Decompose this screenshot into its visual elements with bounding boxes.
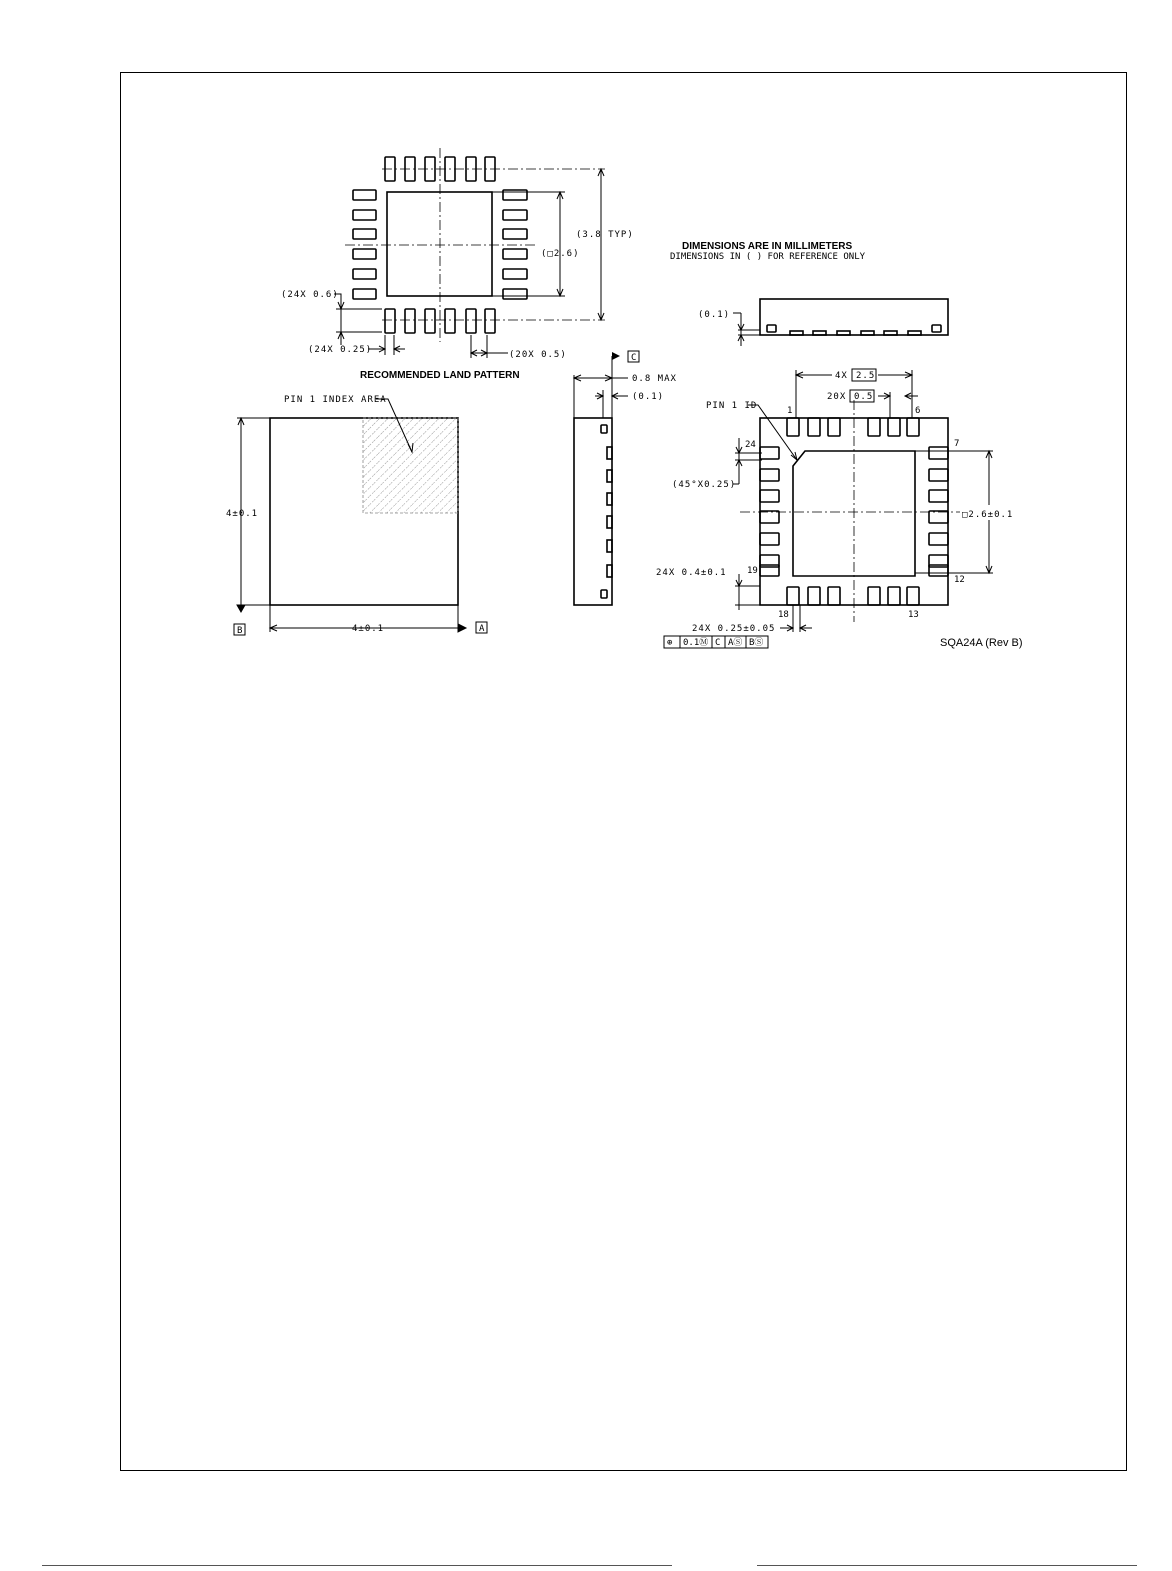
land-pad [466, 309, 476, 333]
land-pad [425, 309, 435, 333]
bottom-lead [828, 587, 840, 605]
side-dim-max: 0.8 MAX [632, 374, 677, 384]
land-pad [353, 269, 376, 279]
pin1-id-label: PIN 1 ID [706, 401, 758, 411]
bottom-lead [929, 490, 948, 502]
top-dim-width: 4±0.1 [352, 624, 385, 634]
side-lead [607, 516, 612, 528]
side-leads [601, 425, 612, 598]
bottom-lead [929, 469, 948, 481]
side-lead [607, 493, 612, 505]
land-pad [503, 249, 527, 259]
pin-7-label: 7 [954, 439, 960, 449]
side-lead [601, 425, 607, 433]
land-pad [353, 190, 376, 200]
pin-12-label: 12 [954, 575, 965, 585]
pin-18-label: 18 [778, 610, 789, 620]
end-dim-standoff: (0.1) [698, 310, 731, 320]
lead-width-label: 24X 0.25±0.05 [692, 624, 776, 634]
side-dim-standoff: (0.1) [632, 392, 665, 402]
land-pad [445, 309, 455, 333]
datum-b: B [237, 626, 243, 636]
side-lead [607, 447, 612, 459]
land-dim-pad-width: (24X 0.25) [308, 345, 373, 355]
land-pattern-title: RECOMMENDED LAND PATTERN [360, 370, 520, 381]
end-lead [813, 331, 826, 335]
land-pad [503, 229, 527, 239]
end-lead [837, 331, 850, 335]
drawing-id: SQA24A (Rev B) [940, 637, 1023, 649]
bottom-lead [787, 587, 799, 605]
land-pad [485, 309, 495, 333]
end-leads [767, 325, 941, 335]
land-pad [503, 289, 527, 299]
side-lead [607, 470, 612, 482]
land-right-pads [503, 190, 527, 299]
end-view-body [760, 299, 948, 335]
fcf-datum-a: AⓈ [728, 638, 743, 648]
bottom-view [656, 369, 1013, 648]
bottom-lead [929, 533, 948, 545]
land-pad [353, 249, 376, 259]
bottom-lead [760, 447, 779, 459]
bottom-lead [907, 418, 919, 436]
pin1-area-label: PIN 1 INDEX AREA [284, 395, 387, 405]
bottom-lead [828, 418, 840, 436]
end-view [698, 299, 948, 346]
bottom-lead [868, 418, 880, 436]
land-dim-typ: (3.8 TYP) [576, 230, 634, 240]
land-pad [405, 309, 415, 333]
fcf-datum-b: BⓈ [749, 638, 764, 648]
pad-size-label: □2.6±0.1 [962, 510, 1014, 520]
bottom-lead [760, 490, 779, 502]
pitch-prefix: 20X [827, 392, 847, 402]
end-lead [932, 325, 941, 332]
top-dim-height: 4±0.1 [226, 509, 259, 519]
top-view [226, 395, 487, 636]
span-value: 2.5 [856, 371, 876, 381]
pin1-index-area [363, 418, 458, 513]
land-center-pad [387, 192, 492, 296]
side-lead [607, 540, 612, 552]
land-left-pads [353, 190, 376, 299]
land-pad [503, 269, 527, 279]
span-prefix: 4X [835, 371, 848, 381]
end-lead [884, 331, 897, 335]
side-lead [601, 590, 607, 598]
bottom-lead [868, 587, 880, 605]
bottom-top-leads [787, 418, 919, 436]
land-pad [353, 289, 376, 299]
bottom-lead [907, 587, 919, 605]
lead-len-label: 24X 0.4±0.1 [656, 568, 727, 578]
datum-a: A [479, 624, 485, 634]
fcf-tolerance: 0.1Ⓜ [683, 638, 709, 648]
land-dim-pad: (□2.6) [541, 249, 580, 259]
bottom-lead [808, 587, 820, 605]
land-dim-pad-len: (24X 0.6) [281, 290, 339, 300]
units-heading: DIMENSIONS ARE IN MILLIMETERS [682, 241, 853, 252]
units-subheading: DIMENSIONS IN ( ) FOR REFERENCE ONLY [670, 252, 866, 262]
pin-24-label: 24 [745, 440, 756, 450]
pin-1-label: 1 [787, 406, 793, 416]
side-lead [607, 565, 612, 577]
side-view [574, 351, 677, 605]
bottom-lead [888, 587, 900, 605]
bottom-lead [760, 469, 779, 481]
fcf-datum-c: C [715, 638, 721, 648]
bottom-lead [929, 511, 948, 523]
fcf-position: ⊕ [667, 638, 673, 648]
land-pad [503, 210, 527, 220]
bottom-lead [760, 511, 779, 523]
land-pad [353, 210, 376, 220]
bottom-lead [760, 533, 779, 545]
feature-control-frame [664, 636, 768, 648]
end-lead [908, 331, 921, 335]
bottom-left-leads [760, 447, 779, 576]
chamfer-label: (45°X0.25) [672, 480, 737, 490]
land-pattern-view [281, 148, 637, 381]
pitch-value: 0.5 [854, 392, 874, 402]
bottom-right-leads [929, 447, 948, 576]
pin-6-label: 6 [915, 406, 921, 416]
pin-19-label: 19 [747, 566, 758, 576]
pin-13-label: 13 [908, 610, 919, 620]
land-pad [353, 229, 376, 239]
end-lead [790, 331, 803, 335]
bottom-lead [888, 418, 900, 436]
land-pad [385, 309, 395, 333]
bottom-lead [787, 418, 799, 436]
bottom-lead [808, 418, 820, 436]
bottom-lead [929, 447, 948, 459]
end-lead [861, 331, 874, 335]
datum-c: C [631, 353, 637, 363]
land-dim-pitch: (20X 0.5) [509, 350, 567, 360]
bottom-bottom-leads [787, 587, 919, 605]
end-lead [767, 325, 776, 332]
